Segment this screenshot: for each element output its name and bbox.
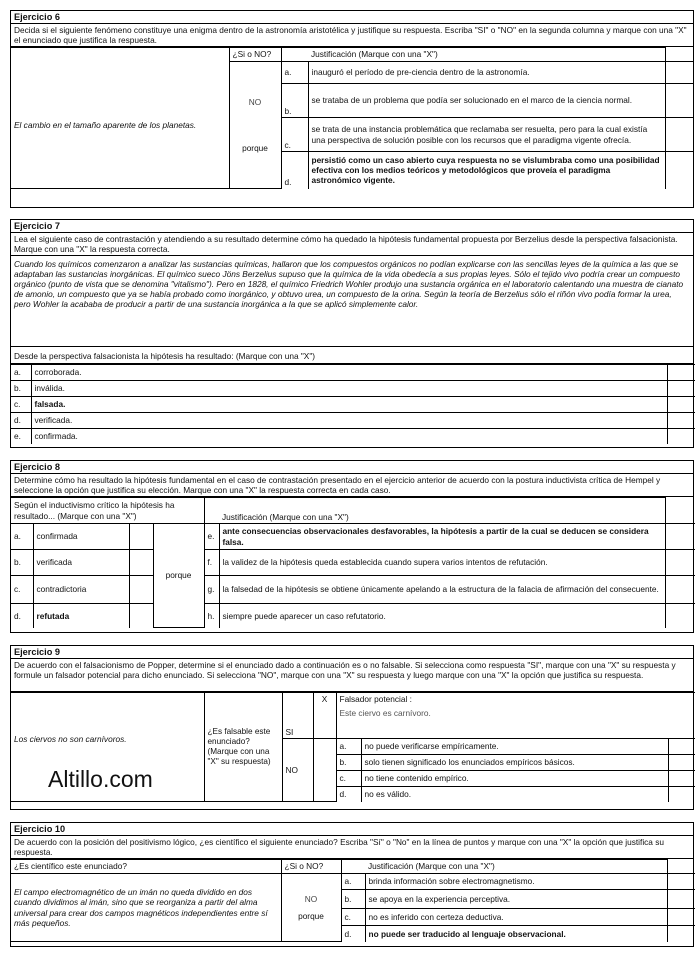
mark-box[interactable] (129, 604, 153, 628)
option-letter: a. (336, 739, 361, 755)
col-justification-header: Justificación (Marque con una "X") (365, 860, 667, 874)
option-text: inauguró el período de pre-ciencia dentro de la astronomía. (308, 62, 665, 84)
si-label: SI (282, 693, 313, 739)
mark-box[interactable] (668, 787, 695, 802)
x-mark: X (321, 694, 328, 704)
mark-box[interactable] (667, 909, 695, 926)
porque-label: porque (242, 143, 268, 153)
exercise-9-title: Ejercicio 9 (11, 646, 693, 659)
option-letter: c. (11, 576, 33, 604)
option-text: confirmada. (31, 429, 667, 444)
option-letter: c. (341, 909, 365, 926)
option-text: no es inferido con certeza deductiva. (365, 909, 667, 926)
exercise-7-title: Ejercicio 7 (11, 220, 693, 233)
falsador-cell (336, 693, 695, 739)
exercise-6-title: Ejercicio 6 (11, 11, 693, 24)
option-text: no tiene contenido empírico. (361, 771, 668, 787)
no-label: NO (282, 739, 313, 802)
option-text: verificada (33, 550, 129, 576)
option-letter: d. (336, 787, 361, 802)
answer-value: NO (248, 96, 262, 107)
col-justification-header: Justificación (Marque con una "X") (308, 48, 665, 62)
mark-box[interactable] (129, 524, 153, 550)
option-text: no puede ser traducido al lenguaje observacional. (365, 926, 667, 942)
option-text: no puede verificarse empíricamente. (361, 739, 668, 755)
exercise-10-instructions: De acuerdo con la posición del positivismo lógico, ¿es científico el siguiente enunciado? Escriba "Sí" o "No" en la línea de puntos y marque con una "X" la opción que justifica su respuesta. (11, 836, 693, 859)
mark-box[interactable] (667, 429, 695, 444)
option-text: contradictoria (33, 576, 129, 604)
option-text: la validez de la hipótesis queda establecida cuando supera varios intentos de refutación. (219, 550, 665, 576)
watermark: Altillo.com (48, 766, 153, 792)
answer-value: NO (304, 894, 318, 905)
exercise-7-instructions: Lea el siguiente caso de contrastación y atendiendo a su resultado determine cómo ha quedado la hipótesis fundamental propuesta por Berzelius desde la perspectiva falsacionista. Marque con una "X" la respuesta correcta. (11, 233, 693, 256)
option-text: verificada. (31, 413, 667, 429)
exercise-7-question: Desde la perspectiva falsacionista la hipótesis ha resultado: (Marque con una "X") (11, 347, 693, 364)
exercise-6-table (11, 47, 693, 189)
exercise-8-table (11, 497, 695, 628)
option-letter: a. (281, 62, 308, 84)
col-si-no-header: ¿Si o NO? (229, 48, 281, 62)
option-text: refutada (33, 604, 129, 628)
option-letter: d. (341, 926, 365, 942)
mark-box[interactable] (667, 874, 695, 890)
exercise-6-instructions: Decida si el siguiente fenómeno constituye una enigma dentro de la astronomía aristotélica y justifique su respuesta. Escriba "SI" o "NO" en la segunda columna y marque con una "X" el enunciado que justifica la respuesta. (11, 24, 693, 47)
exercise-9-instructions: De acuerdo con el falsacionismo de Popper, determine si el enunciado dado a continuación es o no falsable. Si selecciona como respuesta "SI", marque con una "X" su respuesta y formule un falsador potencial para dicho enunciado. Si selecciona "NO", marque con una "X" su respuesta y luego marque con una "X" la opción que justifica su respuesta. (11, 659, 693, 692)
mark-box[interactable] (665, 576, 695, 604)
option-text: se trataba de un problema que podía ser solucionado en el marco de la ciencia normal. (308, 84, 665, 118)
answer-cell (229, 62, 281, 189)
option-text: brinda información sobre electromagnetismo. (365, 874, 667, 890)
option-letter: a. (11, 524, 33, 550)
option-text: siempre puede aparecer un caso refutatorio. (219, 604, 665, 628)
mark-box[interactable] (668, 771, 695, 787)
option-text: inválida. (31, 381, 667, 397)
mark-box[interactable] (667, 397, 695, 413)
option-text: persistió como un caso abierto cuya respuesta no se vislumbraba como una posibilidad efectiva con los medios teóricos y metodológicos que proveía el paradigma astronómico vigente. (308, 152, 665, 189)
col-justification-header: Justificación (Marque con una "X") (219, 498, 665, 524)
falsador-label: Falsador potencial : (339, 694, 412, 704)
answer-cell (281, 874, 341, 942)
option-letter: e. (11, 429, 31, 444)
falsador-text[interactable]: Este ciervo es carnívoro. (339, 708, 431, 719)
exercise-8-title: Ejercicio 8 (11, 461, 693, 474)
option-letter: g. (204, 576, 219, 604)
mark-box[interactable] (665, 118, 693, 152)
option-letter: d. (11, 604, 33, 628)
option-text: ante consecuencias observacionales desfavorables, la hipótesis a partir de la cual se deducen se considera falsa. (219, 524, 665, 550)
option-letter: d. (11, 413, 31, 429)
mark-box-no[interactable] (313, 739, 336, 802)
option-text: se apoya en la experiencia perceptiva. (365, 890, 667, 909)
option-letter: b. (281, 84, 308, 118)
exercise-10-title: Ejercicio 10 (11, 823, 693, 836)
mark-box[interactable] (667, 926, 695, 942)
option-letter: a. (11, 365, 31, 381)
option-letter: b. (341, 890, 365, 909)
question-text: ¿Es falsable este enunciado? (Marque con una "X" su respuesta) (207, 727, 271, 766)
mark-box[interactable] (665, 152, 693, 189)
option-text: corroborada. (31, 365, 667, 381)
option-letter: c. (11, 397, 31, 413)
option-text: confirmada (33, 524, 129, 550)
option-letter: c. (281, 118, 308, 152)
option-text: falsada. (31, 397, 667, 413)
statement-cell (11, 874, 281, 942)
option-letter: a. (341, 874, 365, 890)
phenomenon-text: El cambio en el tamaño aparente de los planetas. (14, 119, 197, 130)
mark-box[interactable] (665, 62, 693, 84)
option-letter: h. (204, 604, 219, 628)
mark-box[interactable] (668, 755, 695, 771)
mark-box[interactable] (665, 604, 695, 628)
option-text: la falsedad de la hipótesis se obtiene únicamente apelando a la estructura de la falacia de afirmación del consecuente. (219, 576, 665, 604)
mark-box-si[interactable] (313, 693, 336, 739)
mark-box[interactable] (667, 413, 695, 429)
porque-cell (153, 524, 204, 628)
exercise-10 (10, 822, 694, 947)
mark-box[interactable] (668, 739, 695, 755)
mark-box[interactable] (129, 576, 153, 604)
option-letter: f. (204, 550, 219, 576)
mark-box[interactable] (667, 890, 695, 909)
mark-box[interactable] (667, 381, 695, 397)
option-text: se trata de una instancia problemática que reclamaba ser resuelta, pero para la cual existía una perspectiva de solución posible con los recursos que el paradigma vigente ofrecía. (308, 118, 665, 152)
question-cell (204, 693, 282, 802)
mark-box[interactable] (665, 84, 693, 118)
porque-label: porque (298, 910, 324, 921)
col-left-header: ¿Es científico este enunciado? (11, 860, 281, 874)
option-letter: b. (11, 550, 33, 576)
option-text: solo tienen significado los enunciados empíricos básicos. (361, 755, 668, 771)
option-text: no es válido. (361, 787, 668, 802)
option-letter: c. (336, 771, 361, 787)
exercise-7-options (11, 364, 695, 444)
mark-box[interactable] (665, 524, 695, 550)
statement-text: El campo electromagnético de un imán no queda dividido en dos cuando dividimos al imán, sino que se reorganiza a partir del alma universal para crear dos campos magnéticos independientes entre sí más pequeños. (14, 887, 268, 928)
col-si-no-header: ¿Si o NO? (281, 860, 341, 874)
option-letter: e. (204, 524, 219, 550)
phenomenon-cell (11, 62, 229, 189)
statement-text: Los ciervos no son carnívoros. (14, 733, 127, 744)
option-letter: b. (11, 381, 31, 397)
porque-label: porque (165, 570, 192, 581)
exercise-7 (10, 219, 694, 448)
exercise-6 (10, 10, 694, 208)
option-letter: b. (336, 755, 361, 771)
exercise-8-instructions: Determine cómo ha resultado la hipótesis fundamental en el caso de contrastación presentado en el ejercicio anterior de acuerdo con la postura inductivista crítica de Hempel y seleccione la opción que justifica su elección. Marque con una "X" la respuesta correcta en cada caso. (11, 474, 693, 497)
exercise-10-table (11, 859, 695, 942)
exercise-8 (10, 460, 694, 633)
mark-box[interactable] (129, 550, 153, 576)
option-letter: d. (281, 152, 308, 189)
mark-box[interactable] (667, 365, 695, 381)
col-left-header: Según el inductivismo crítico la hipótesis ha resultado... (Marque con una "X") (11, 498, 204, 524)
mark-box[interactable] (665, 550, 695, 576)
exercise-7-case: Cuando los químicos comenzaron a analizar las sustancias químicas, hallaron que los compuestos orgánicos no podían explicarse con las sencillas leyes de la química a las que se adaptaban las sustancias inorgánicas. El químico sueco Jöns Berzelius supuso que la química de la vida obedecía a sus propias leyes. Sólo el tejido vivo podría crear un compuesto orgánico (punto de vista que se denomina "vitalismo"). Pero en 1828, el químico Friedrich Wohler produjo una sustancia orgánica en el laboratorio calentando una muestra de cianato de amonio, un compuesto que ya se había probado como inorgánico, y obtuvo urea, un compuesto de la orina. Según la teoría de Berzelius sólo el riñón vivo podía formar la urea, pero Wohler la acababa de producir a partir de una sustancia inorgánica a la que se aplicó simplemente calor. (11, 256, 693, 347)
